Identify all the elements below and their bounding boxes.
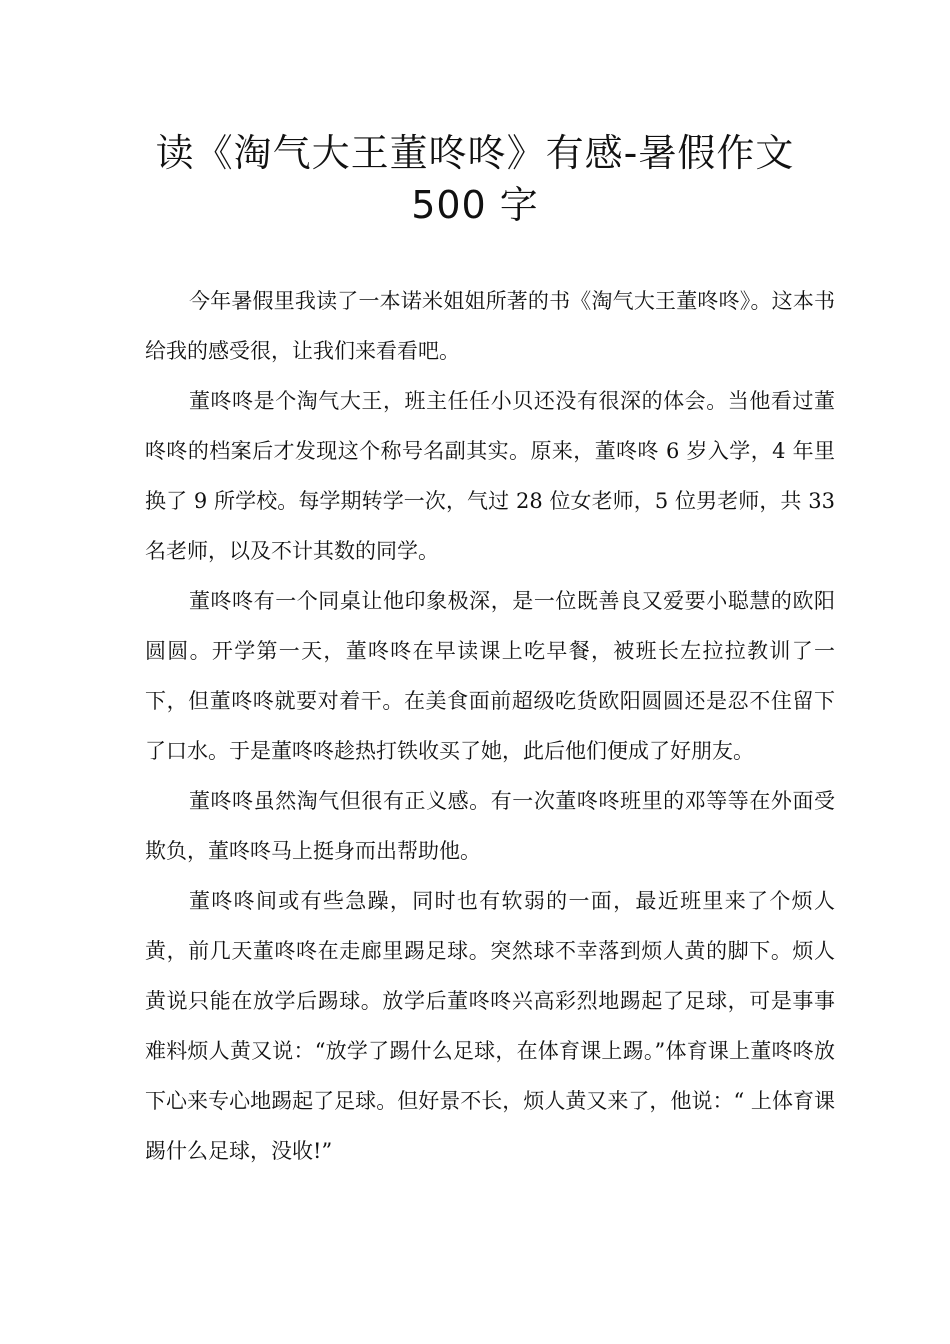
- document-title-line1: 读《淘气大王董咚咚》有感-暑假作文: [155, 131, 795, 175]
- document-body: [145, 276, 835, 1176]
- paragraph-2: 董咚咚是个淘气大王，班主任任小贝还没有很深的体会。当他看过董咚咚的档案后才发现这个称号名副其实。原来，董咚咚 6 岁入学，4 年里换了 9 所学校。每学期转学一次，气过 28 位女老师，5 位男老师，共 33 名老师，以及不计其数的同学。: [145, 389, 835, 563]
- paragraph-5: 董咚咚间或有些急躁，同时也有软弱的一面，最近班里来了个烦人黄，前几天董咚咚在走廊里踢足球。突然球不幸落到烦人黄的脚下。烦人黄说只能在放学后踢球。放学后董咚咚兴高彩烈地踢起了足球，可是事事难料烦人黄又说：“放学了踢什么足球，在体育课上踢。”体育课上董咚咚放下心来专心地踢起了足球。但好景不长，烦人黄又来了，他说：“ 上体育课踢什么足球，没收!”: [145, 889, 835, 1163]
- document-title-line2: 500 字: [411, 183, 539, 227]
- paragraph-4: 董咚咚虽然淘气但很有正义感。有一次董咚咚班里的邓等等在外面受欺负，董咚咚马上挺身而出帮助他。: [145, 789, 835, 863]
- paragraph-1: 今年暑假里我读了一本诺米姐姐所著的书《淘气大王董咚咚》。这本书给我的感受很，让我们来看看吧。: [145, 289, 835, 363]
- paragraph-3: 董咚咚有一个同桌让他印象极深，是一位既善良又爱要小聪慧的欧阳圆圆。开学第一天，董咚咚在早读课上吃早餐，被班长左拉拉教训了一下，但董咚咚就要对着干。在美食面前超级吃货欧阳圆圆还是忍不住留下了口水。于是董咚咚趁热打铁收买了她，此后他们便成了好朋友。: [145, 589, 835, 763]
